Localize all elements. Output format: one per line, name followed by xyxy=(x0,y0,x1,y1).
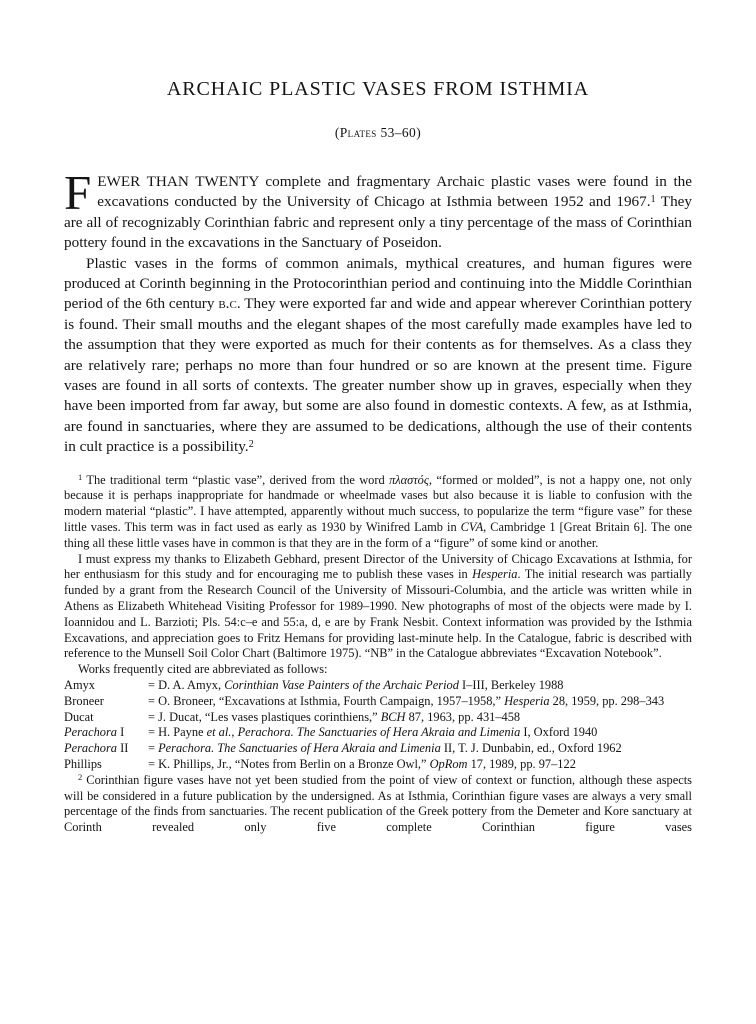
footnote-1-text: $^1$ The traditional term “plastic vase”, derived from the word πλαστός, “formed or molded”, is not a happy one, not only because it is perhaps inappropriate for handmade or wheelmade vases but also because it is liable to confusion with the modern material “plastic”. I have attempted, apparently without much success, to popularize the term “figure vase” for these little vases. This term was in fact used as early as 1930 by Winifred Lamb in CVA, Cambridge 1 [Great Britain 6]. The one thing all these little vases have in common is that they are in the form of a “figure” of some kind or another. xyxy=(64,472,692,550)
abbreviation-definition: = Perachora. The Sanctuaries of Hera Akraia and Limenia II, T. J. Dunbabin, ed., Oxford 1962 xyxy=(148,741,622,756)
footnote-1-acknowledgments: I must express my thanks to Elizabeth Gebhard, present Director of the University of Chicago Excavations at Isthmia, for her enthusiasm for this study and for encouraging me to publish these vases in Hesperia. The initial research was partially funded by a grant from the Research Council of the University of Missouri-Columbia, and the article was written while in Athens as Elizabeth Whitehead Visiting Professor for 1989–1990. New photographs of most of the objects were made by I. Ioannidou and L. Barzioti; Pls. 54:c–e and 55:a, d, e are by Frank Nesbit. Context information was provided by the Isthmia Excavations, and appreciation goes to Fritz Hemans for providing last-minute help. In the Catalogue, fabric is described with reference to the Munsell Soil Color Chart (Baltimore 1975). “NB” in the Catalogue abbreviates “Excavation Notebook”. xyxy=(64,551,692,661)
abbreviation-definition: = H. Payne et al., Perachora. The Sanctuaries of Hera Akraia and Limenia I, Oxford 1940 xyxy=(148,725,598,740)
footnote-1-works-cited-intro: Works frequently cited are abbreviated as follows: xyxy=(78,662,328,677)
abbreviation-list xyxy=(64,678,692,773)
abbreviation-term: Perachora I xyxy=(64,725,125,740)
article-body xyxy=(64,165,693,458)
plates-line: (Plates 53–60) xyxy=(334,125,422,140)
abbreviation-entry xyxy=(64,725,692,741)
abbreviation-definition: = D. A. Amyx, Corinthian Vase Painters of the Archaic Period I–III, Berkeley 1988 xyxy=(148,678,564,693)
abbreviation-entry xyxy=(64,694,692,710)
article-title: ARCHAIC PLASTIC VASES FROM ISTHMIA xyxy=(166,78,590,100)
abbreviation-term: Broneer xyxy=(64,693,104,708)
article-header xyxy=(64,78,692,141)
footnote-2-text: $^2$ Corinthian figure vases have not yet been studied from the point of view of context or function, although these aspects will be considered in a future publication by the undersigned. As at Isthmia, Corinthian figure vases are always a very small percentage of the finds from sanctuaries. The recent publication of the Greek pottery from the Demeter and Kore sanctuary at Corinth revealed only five complete Corinthian figure vases xyxy=(64,772,692,835)
abbreviation-definition: = O. Broneer, “Excavations at Isthmia, Fourth Campaign, 1957–1958,” Hesperia 28, 1959, pp. 298–343 xyxy=(148,693,665,708)
abbreviation-term: Perachora II xyxy=(64,741,129,756)
abbreviation-term: Amyx xyxy=(64,678,95,693)
abbreviation-entry xyxy=(64,710,692,726)
body-paragraph-1 xyxy=(64,165,693,254)
drop-cap: F xyxy=(64,165,92,220)
abbreviation-entry xyxy=(64,757,692,773)
abbreviation-term: Ducat xyxy=(64,709,94,724)
abbreviation-definition: = J. Ducat, “Les vases plastiques corinthiens,” BCH 87, 1963, pp. 431–458 xyxy=(148,709,521,724)
abbreviation-term: Phillips xyxy=(64,757,102,772)
footnotes-section xyxy=(64,473,692,836)
body-paragraph-2: Plastic vases in the forms of common animals, mythical creatures, and human figures were produced at Corinth beginning in the Protocorinthian period and continuing into the Middle Corinthian period of the 6th century b.c. They were exported far and wide and appear wherever Corinthian pottery is found. Their small mouths and the elegant shapes of the most carefully made examples have led to the assumption that they were exported as much for their contents as for themselves. As a class they are relatively rare; perhaps no more than four hundred or so are known at the present time. Figure vases are found in all sorts of contexts. The greater number show up in graves, especially when they have been imported from far away, but some are also found in domestic contexts. A few, as at Isthmia, are found in sanctuaries, where they are assumed to be dedications, although the use of their contents in cult practice is a possibility.$^2$ xyxy=(64,254,693,456)
abbreviation-definition: = K. Phillips, Jr., “Notes from Berlin on a Bronze Owl,” OpRom 17, 1989, pp. 97–122 xyxy=(148,757,576,772)
abbreviation-entry xyxy=(64,678,692,694)
abbreviation-entry xyxy=(64,741,692,757)
body-paragraph-1-text: EWER THAN TWENTY complete and fragmentary Archaic plastic vases were found in the excavations conducted by the University of Chicago at Isthmia between 1952 and 1967.$^1$ They are all of recognizably Corinthian fabric and represent only a tiny percentage of the mass of Corinthian pottery found in the excavations in the Sanctuary of Poseidon. xyxy=(64,173,693,252)
